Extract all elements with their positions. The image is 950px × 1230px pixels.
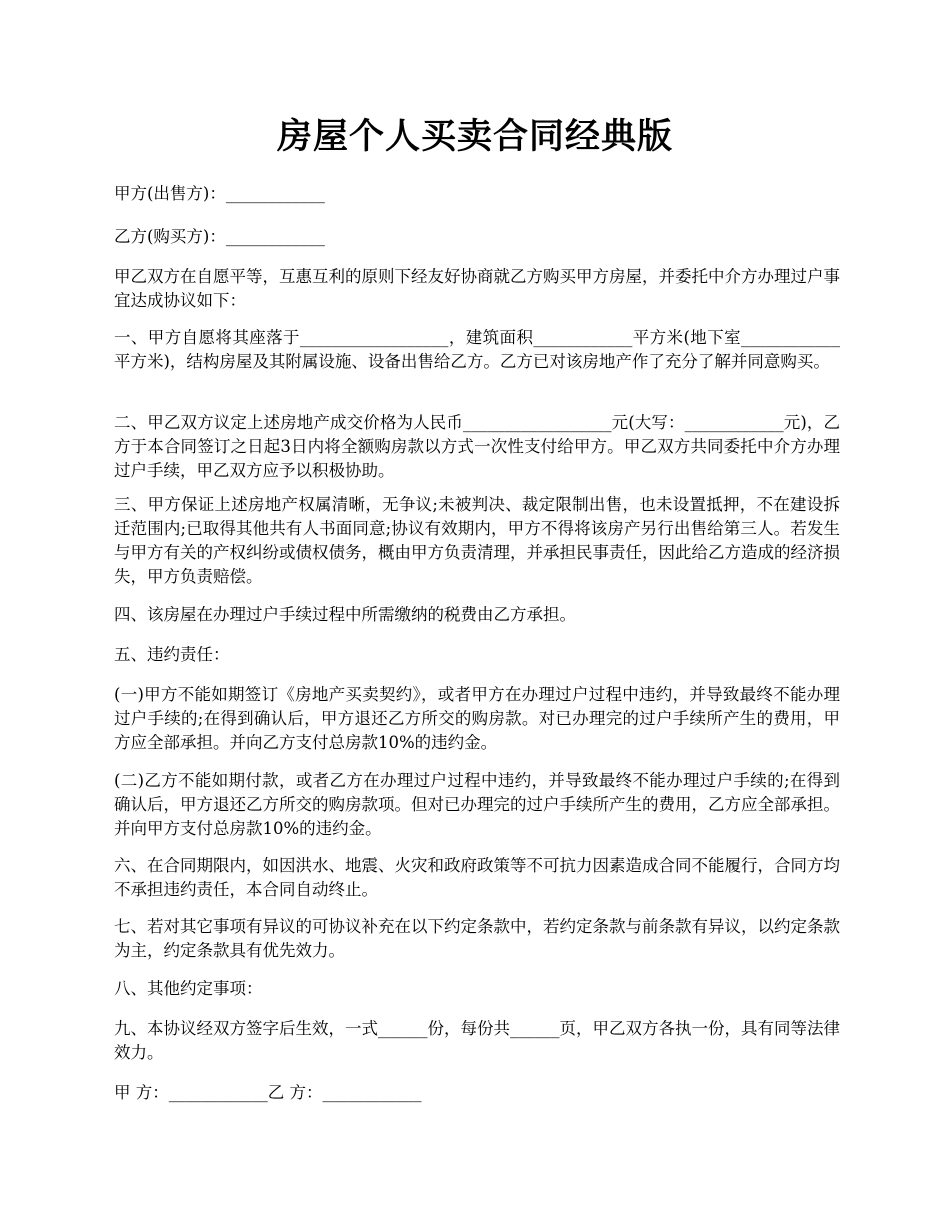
clause-8-other-terms: 八、其他约定事项： bbox=[114, 979, 263, 998]
signature-line: 甲 方：____________乙 方：____________ bbox=[114, 1083, 422, 1102]
clause-5-1-party-a-breach: (一)甲方不能如期签订《房地产买卖契约》，或者甲方在办理过户过程中违约，并导致最终不能办理过户手续的;在得到确认后，甲方退还乙方所交的购房款。对已办理完的过户手续所产生的费用，甲方应全部承担。并向乙方支付总房款10%的违约金。 bbox=[114, 685, 840, 752]
clause-9-effectiveness: 九、本协议经双方签字后生效，一式______份，每份共______页，甲乙双方各执一份，具有同等法律效力。 bbox=[114, 1019, 840, 1062]
clause-5-heading: 五、违约责任： bbox=[114, 645, 230, 664]
party-b-buyer-line: 乙方(购买方)：____________ bbox=[114, 227, 325, 246]
clause-4-taxes: 四、该房屋在办理过户手续过程中所需缴纳的税费由乙方承担。 bbox=[114, 605, 576, 624]
preamble-paragraph: 甲乙双方在自愿平等，互惠互利的原则下经友好协商就乙方购买甲方房屋，并委托中介方办理过户事宜达成协议如下： bbox=[114, 267, 840, 310]
document-title: 房屋个人买卖合同经典版 bbox=[276, 116, 673, 157]
clause-7-supplementary: 七、若对其它事项有异议的可协议补充在以下约定条款中，若约定条款与前条款有异议，以约定条款为主，约定条款具有优先效力。 bbox=[114, 917, 840, 960]
clause-6-force-majeure: 六、在合同期限内，如因洪水、地震、火灾和政府政策等不可抗力因素造成合同不能履行，合同方均不承担违约责任，本合同自动终止。 bbox=[114, 856, 840, 899]
party-a-seller-line: 甲方(出售方)：____________ bbox=[114, 184, 325, 203]
clause-1-property: 一、甲方自愿将其座落于__________________，建筑面积____________平方米(地下室____________平方米)，结构房屋及其附属设施、设备出售给乙方。乙方已对该房地产作了充分了解并同意购买。 bbox=[114, 328, 840, 371]
clause-2-price: 二、甲乙双方议定上述房地产成交价格为人民币__________________元(大写：____________元)，乙方于本合同签订之日起3日内将全额购房款以方式一次性支付给甲方。甲乙双方共同委托中介方办理过户手续，甲乙双方应予以积极协助。 bbox=[114, 413, 840, 480]
clause-5-2-party-b-breach: (二)乙方不能如期付款，或者乙方在办理过户过程中违约，并导致最终不能办理过户手续的;在得到确认后，甲方退还乙方所交的购房款项。但对已办理完的过户手续所产生的费用，乙方应全部承担。并向甲方支付总房款10%的违约金。 bbox=[114, 771, 840, 838]
clause-3-warranty: 三、甲方保证上述房地产权属清晰，无争议;未被判决、裁定限制出售，也未设置抵押，不在建设拆迁范围内;已取得其他共有人书面同意;协议有效期内，甲方不得将该房产另行出售给第三人。若发生与甲方有关的产权纠纷或债权债务，概由甲方负责清理，并承担民事责任，因此给乙方造成的经济损失，甲方负责赔偿。 bbox=[114, 495, 840, 586]
